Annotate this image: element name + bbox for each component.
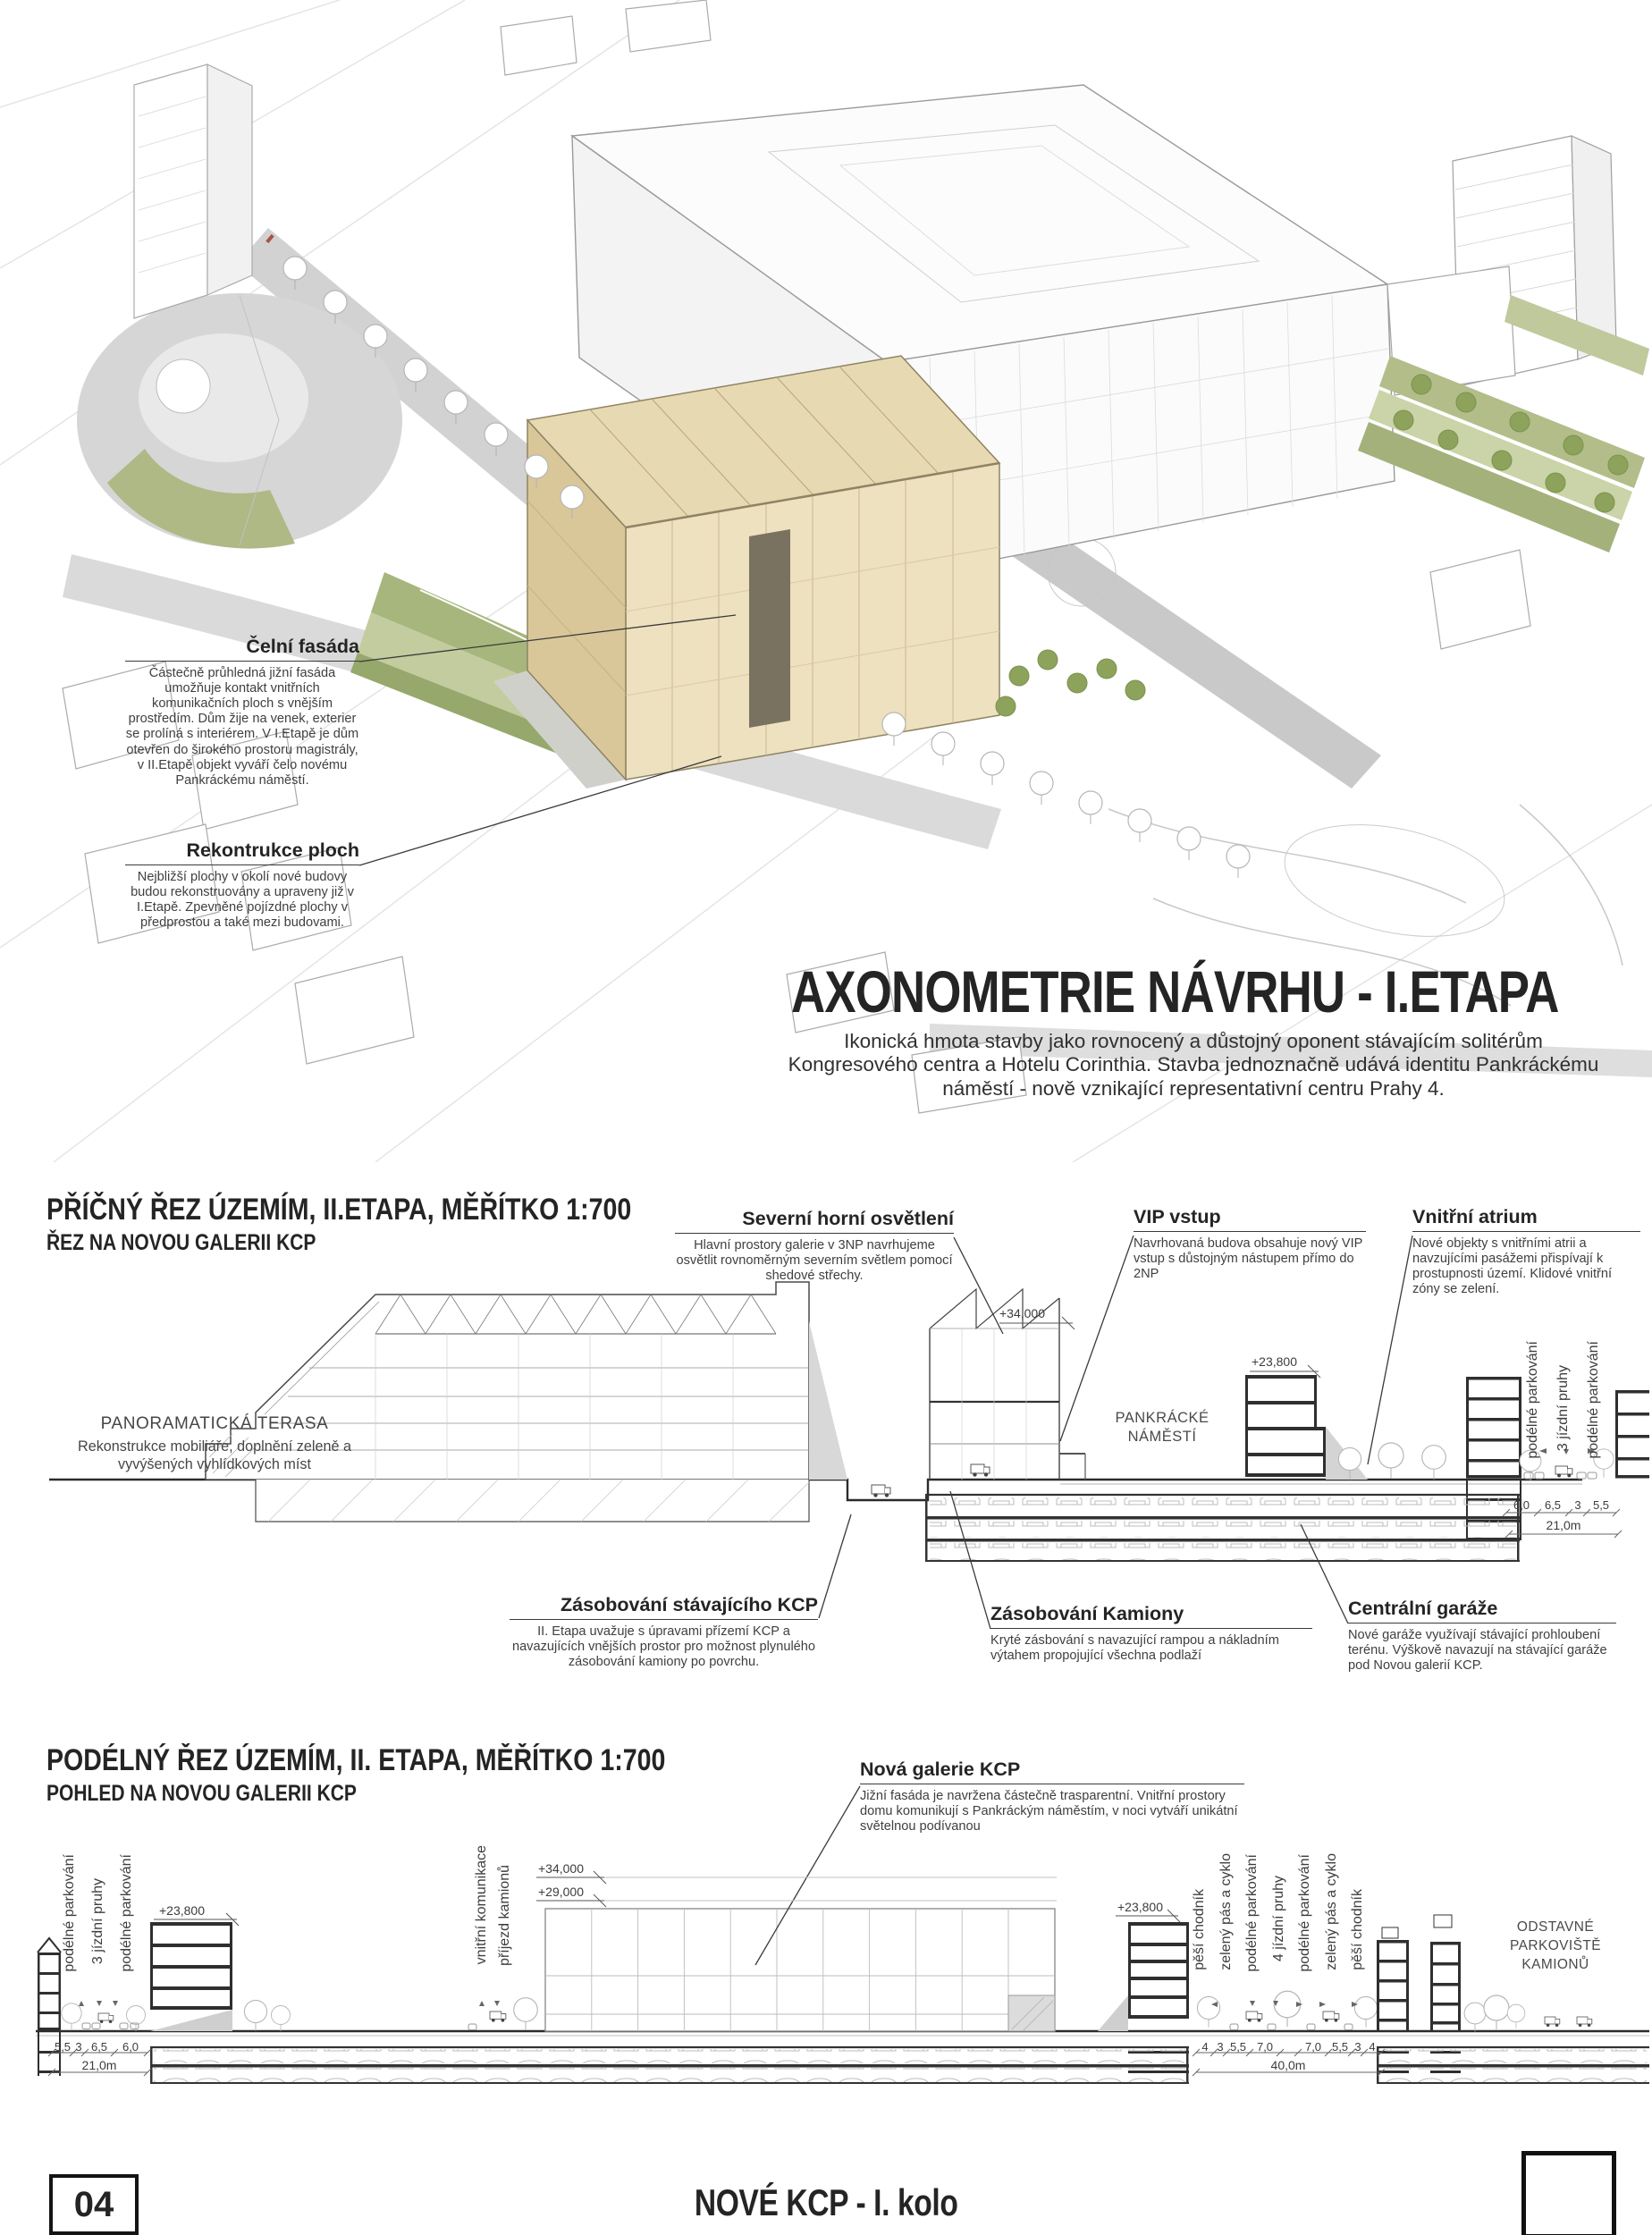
gallery-section: [872, 1289, 1085, 1497]
label-title: PANORAMATICKÁ TERASA: [100, 1414, 329, 1433]
dimension: 3: [1217, 2040, 1224, 2054]
cross-section-subtitle-block: [46, 1232, 367, 1254]
annotation-body: Nejbližší plochy v okolí nové budovy budou rekonstruovány a upraveny již v I.Etapě. Zpevněné pojízdné plochy v předprostou a také mezi budovami.: [131, 869, 354, 931]
underground-garage: [925, 1495, 1520, 1561]
label-body: Rekonstrukce mobiliáře, doplnění zeleně a vyvýšených vyhlídkových míst: [78, 1438, 351, 1472]
dimension: 4: [1369, 2040, 1376, 2054]
street-zone-label: pěší chodník: [1350, 1889, 1365, 1970]
board-title: NOVÉ KCP - I. kolo: [694, 2181, 958, 2223]
square-building-left: [150, 1922, 232, 2031]
annotation-body: Jižní fasáda je navržena částečně trasparentní. Vnitřní prostory domu komunikují s Pankráckým náměstím, v noci vytváří unikátní světelnou podívanou: [860, 1788, 1238, 1834]
annotation-surface-reconstruction: [125, 840, 359, 931]
street-zone-label: 3 jízdní pruhy: [1555, 1365, 1571, 1452]
section-subtitle: POHLED NA NOVOU GALERII KCP: [46, 1781, 357, 1806]
section-title: PODÉLNÝ ŘEZ ÚZEMÍM, II. ETAPA, MĚŘÍTKO 1:700: [46, 1743, 666, 1777]
page-number: 04: [73, 2184, 114, 2224]
dimension: 3: [75, 2040, 82, 2054]
truck-parking-label: ODSTAVNÉ PARKOVIŠTĚ KAMIONŮ: [1510, 1919, 1601, 1972]
pankracke-namesti-label: PANKRÁCKÉ NÁMĚSTÍ: [1115, 1410, 1210, 1446]
park-plaza: [77, 293, 402, 549]
longitudinal-section-drawing: [0, 1860, 1652, 2128]
level-marker: +29,000: [538, 1885, 584, 1899]
dimension: 5,5: [1592, 1498, 1610, 1512]
annotation-title: Čelní fasáda: [125, 637, 359, 662]
street-building-section: [1466, 1377, 1521, 1540]
dimension: 3: [1354, 2040, 1361, 2054]
mid-street: [468, 1998, 537, 2030]
level-marker: +23,800: [159, 1903, 205, 1918]
dimension-total: 21,0m: [81, 2058, 117, 2072]
street-zone-label: pěší chodník: [1192, 1889, 1207, 1970]
street-zone-label: 4 jízdní pruhy: [1271, 1876, 1286, 1962]
annotation-body: Kryté zásbování s navazující rampou a nákladním výtahem propojující všechna podlaží: [990, 1632, 1279, 1663]
street-zone-label: příjezd kamionů: [497, 1865, 512, 1966]
long-section-title-block: [46, 1745, 783, 1775]
annotation-body: Nové objekty s vnitřními atrii a navzujícími pasážemi přispívají k prostupnosti území. Klidové vnitřní zóny se zelení.: [1412, 1236, 1613, 1297]
annotation-truck-supply: [990, 1604, 1312, 1664]
dimension: 7,0: [1304, 2040, 1322, 2054]
annotation-title: Centrální garáže: [1348, 1598, 1616, 1624]
dimension: 6,0: [1513, 1498, 1530, 1512]
boulevard-street: [1197, 1991, 1377, 2029]
street-zone-label: podélné parkování: [1297, 1854, 1312, 1972]
annotation-front-facade: [125, 637, 359, 789]
annotation-title: VIP vstup: [1134, 1207, 1366, 1232]
annotation-title: Severní horní osvětlení: [675, 1209, 954, 1234]
dimension: 6,5: [90, 2040, 108, 2054]
street-zone-label: podélné parkování: [1525, 1341, 1540, 1459]
street-zone-label: 3 jízdní pruhy: [90, 1878, 105, 1965]
level-marker: +23,800: [1252, 1354, 1297, 1369]
annotation-body: Hlavní prostory galerie v 3NP navrhujeme osvětlit rovnoměrným severním světlem pomocí shedové střechy.: [676, 1237, 953, 1283]
level-marker: +34,000: [538, 1861, 584, 1876]
page-title: AXONOMETRIE NÁVRHU - I.ETAPA: [791, 958, 1559, 1025]
section-subtitle: ŘEZ NA NOVOU GALERII KCP: [46, 1230, 316, 1255]
annotation-central-garages: [1348, 1598, 1616, 1674]
annotation-kcp-supply: [510, 1595, 818, 1670]
street-zone-label: zelený pás a cyklo: [1324, 1853, 1339, 1970]
annotation-body: Nové garáže využívají stávající prohloubení terénu. Výškově navazují na stávající garáže pod Novou galerií KCP.: [1348, 1627, 1607, 1673]
street-zone-label: podélné parkování: [1244, 1854, 1260, 1972]
truck-parking-area: [1464, 1995, 1592, 2031]
left-building-section: [38, 1938, 61, 2076]
panoramic-terrace-label: [76, 1414, 353, 1474]
dimension: 3: [1574, 1498, 1581, 1512]
street-zone-label: podélné parkování: [1586, 1341, 1601, 1459]
gallery-facade: [545, 1909, 1055, 2031]
annotation-north-light: [675, 1209, 954, 1284]
dimension: 5,5: [54, 2040, 72, 2054]
logo-placeholder-box: [1521, 2151, 1616, 2235]
main-subtitle: Ikonická hmota stavby jako rovnocený a důstojný oponent stávajícím solitérům Kongresového centra a Hotelu Corinthia. Stavba jednoznačně udává identitu Pankráckému náměstí - nově vznikající representativní centru Prahy 4.: [788, 1030, 1599, 1100]
street-zone-label: podélné parkování: [119, 1854, 134, 1972]
new-kcp-gallery-building: [493, 356, 999, 789]
street-zone-label: podélné parkování: [62, 1854, 77, 1972]
left-street: [62, 2001, 146, 2031]
annotation-vip-entrance: [1134, 1207, 1366, 1282]
street-zone-label: vnitřní komunikace: [474, 1845, 489, 1965]
annotation-body: Navrhovaná budova obsahuje nový VIP vstup s důstojným nástupem přímo do 2NP: [1134, 1236, 1363, 1281]
dimension: 4: [1201, 2040, 1209, 2054]
kcp-section: [206, 1282, 847, 1522]
section-title: PŘÍČNÝ ŘEZ ÚZEMÍM, II.ETAPA, MĚŘÍTKO 1:700: [46, 1193, 632, 1227]
underground-garage-long: [150, 2047, 1649, 2083]
level-marker: +34,000: [999, 1306, 1045, 1320]
annotation-body: Částečně průhledná jižní fasáda umožňuje kontakt vnitřních komunikačních ploch s vnějším prostředím. Dům žije na venek, exterier se prolíná s interiérem. V I.Etapě je dům otevřen do širokého prostoru magistrály, v II.Etapě objekt vyváří čelo novému Pankráckému náměstí.: [125, 665, 359, 789]
dimension: 5,5: [1331, 2040, 1349, 2054]
dimension-total: 21,0m: [1546, 1518, 1581, 1532]
annotation-title: Nová galerie KCP: [860, 1759, 1244, 1784]
cross-section-title-block: [46, 1194, 743, 1225]
dimension-total: 40,0m: [1270, 2058, 1306, 2072]
main-title-block: [791, 958, 1652, 1025]
street-zone-label: zelený pás a cyklo: [1218, 1853, 1234, 1970]
annotation-title: Zásobování Kamiony: [990, 1604, 1312, 1629]
annotation-new-gallery: [860, 1759, 1244, 1834]
dimension: 5,5: [1229, 2040, 1247, 2054]
annotation-title: Zásobování stávajícího KCP: [510, 1595, 818, 1620]
level-marker: +23,800: [1117, 1900, 1163, 1914]
dimension: 6,5: [1544, 1498, 1562, 1512]
annotation-inner-atrium: [1412, 1207, 1640, 1297]
long-section-subtitle-block: [46, 1783, 416, 1805]
annotation-title: Vnitřní atrium: [1412, 1207, 1640, 1232]
annotation-title: Rekontrukce ploch: [125, 840, 359, 865]
annotation-body: II. Etapa uvažuje s úpravami přízemí KCP a navazujících vnějších prostor pro možnost plynulého zásobování kamiony po povrchu.: [511, 1624, 816, 1669]
dimension: 6,0: [122, 2040, 139, 2054]
footer-title-block: [0, 2181, 1652, 2224]
dimension: 7,0: [1256, 2040, 1274, 2054]
